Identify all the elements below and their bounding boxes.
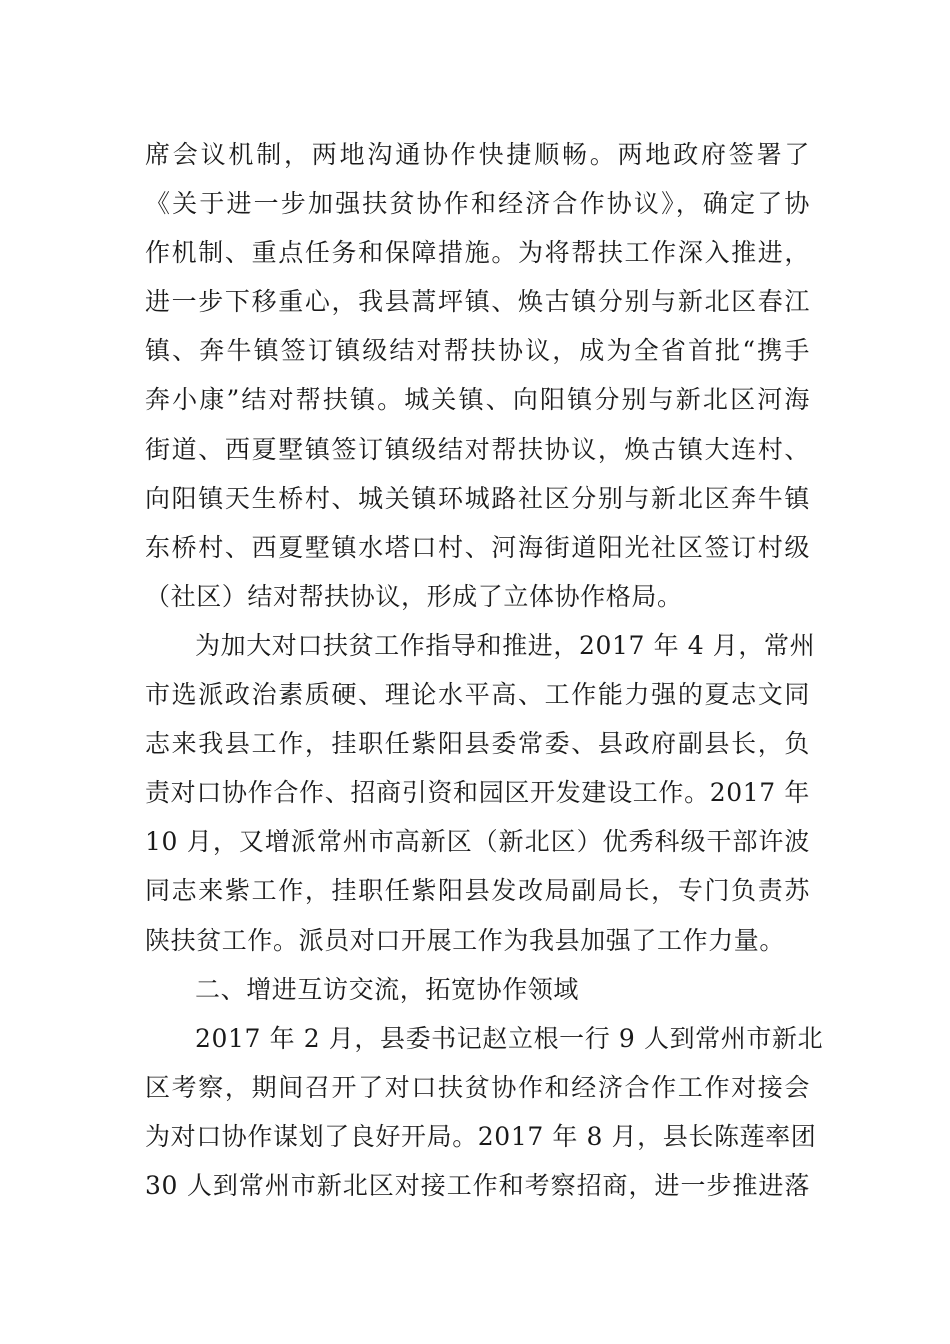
text-line: 责对口协作合作、招商引资和园区开发建设工作。2017 年	[145, 778, 810, 808]
text-line: 市选派政治素质硬、理论水平高、工作能力强的夏志文同	[145, 680, 810, 710]
text-line: 奔小康”结对帮扶镇。城关镇、向阳镇分别与新北区河海	[145, 385, 810, 415]
text-line: 30 人到常州市新北区对接工作和考察招商，进一步推进落	[145, 1170, 810, 1200]
text-line: 为加大对口扶贫工作指导和推进，2017 年 4 月，常州	[195, 630, 816, 660]
text-line: 街道、西夏墅镇签订镇级结对帮扶协议，焕古镇大连村、	[145, 434, 810, 464]
text-line: 向阳镇天生桥村、城关镇环城路社区分别与新北区奔牛镇	[145, 483, 810, 513]
document-body	[145, 130, 824, 1210]
text-line: 区考察，期间召开了对口扶贫协作和经济合作工作对接会	[145, 1072, 810, 1102]
text-line: （社区）结对帮扶协议，形成了立体协作格局。	[145, 581, 683, 611]
text-line: 作机制、重点任务和保障措施。为将帮扶工作深入推进，	[145, 238, 810, 268]
text-line: 同志来紫工作，挂职任紫阳县发改局副局长，专门负责苏	[145, 876, 810, 906]
text-line: 为对口协作谋划了良好开局。2017 年 8 月，县长陈莲率团	[145, 1121, 817, 1151]
text-line: 志来我县工作，挂职任紫阳县委常委、县政府副县长，负	[145, 729, 810, 759]
text-line: 镇、奔牛镇签订镇级结对帮扶协议，成为全省首批“携手	[145, 336, 810, 366]
text-line: 《关于进一步加强扶贫协作和经济合作协议》，确定了协	[145, 189, 810, 219]
text-line: 2017 年 2 月，县委书记赵立根一行 9 人到常州市新北	[195, 1023, 824, 1053]
text-line: 席会议机制，两地沟通协作快捷顺畅。两地政府签署了	[145, 140, 810, 169]
text-line: 进一步下移重心，我县蒿坪镇、焕古镇分别与新北区春江	[145, 287, 810, 317]
text-line: 陕扶贫工作。派员对口开展工作为我县加强了工作力量。	[145, 925, 786, 955]
text-line: 10 月，又增派常州市高新区（新北区）优秀科级干部许波	[145, 827, 810, 857]
text-line: 东桥村、西夏墅镇水塔口村、河海街道阳光社区签订村级	[145, 532, 810, 562]
text-line: 二、增进互访交流，拓宽协作领域	[195, 974, 580, 1004]
